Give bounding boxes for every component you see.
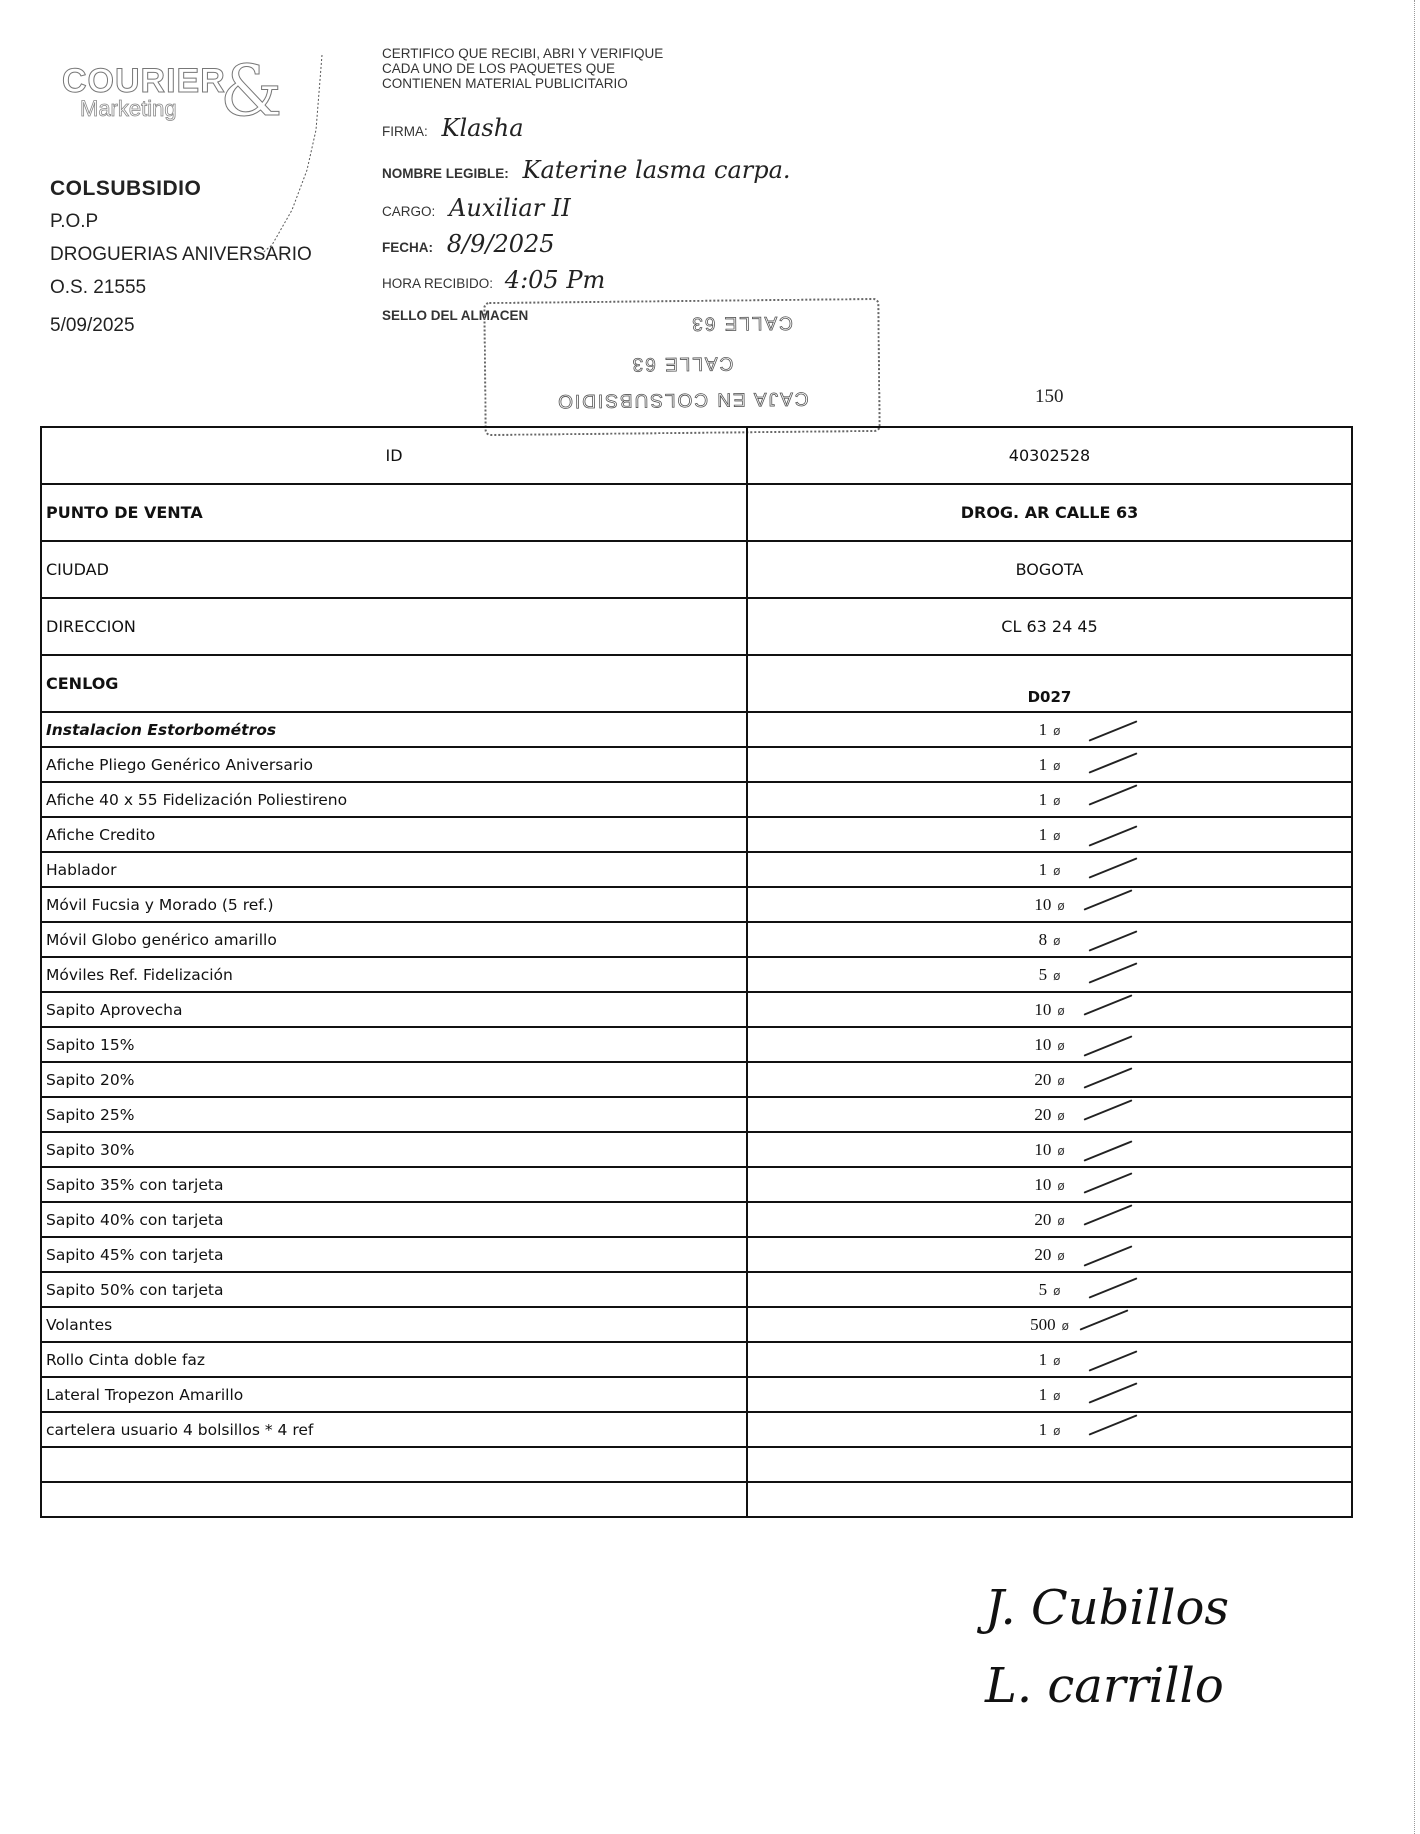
blank-cell (41, 1482, 747, 1517)
logo-courier-text: COURIER (62, 62, 226, 100)
item-quantity-cell (747, 922, 1352, 957)
item-quantity: 1 (1038, 1419, 1048, 1439)
hora-value: 4:05 Pm (504, 266, 606, 294)
check-stroke-icon (1088, 930, 1137, 951)
quantity-group (1039, 825, 1061, 845)
handwritten-mark-icon: ø (1053, 863, 1061, 878)
table-row (41, 1097, 1352, 1132)
item-quantity: 1 (1038, 719, 1048, 739)
table-row (41, 1237, 1352, 1272)
quantity-group (1034, 895, 1064, 915)
blank-row (41, 1447, 1352, 1482)
header-label: DIRECCION (41, 598, 747, 655)
client-info (50, 172, 312, 342)
quantity-group (1039, 860, 1061, 880)
item-quantity-cell (747, 887, 1352, 922)
check-stroke-icon (1084, 1035, 1133, 1056)
item-quantity: 5 (1038, 964, 1048, 984)
item-name: Instalacion Estorbométros (41, 712, 747, 747)
item-quantity-cell (747, 1272, 1352, 1307)
header-label: PUNTO DE VENTA (41, 484, 747, 541)
check-stroke-icon (1084, 1245, 1133, 1266)
table-row (41, 1272, 1352, 1307)
logo-marketing-text: Marketing (80, 96, 177, 121)
scan-edge-artifact (1414, 0, 1416, 1834)
fecha-label: FECHA: (382, 240, 433, 255)
handwritten-mark-icon: ø (1057, 1073, 1065, 1088)
table-row (41, 782, 1352, 817)
table-row (41, 922, 1352, 957)
table-row (41, 957, 1352, 992)
quantity-group (1034, 1070, 1064, 1090)
table-row (41, 887, 1352, 922)
stamp-line-middle: CALLE 63 (630, 352, 734, 375)
check-stroke-icon (1088, 752, 1137, 773)
certification-statement (382, 46, 663, 91)
header-value: 40302528 (747, 427, 1352, 484)
quantity-group (1039, 930, 1061, 950)
stamp-line-bottom: CALLE 63 (690, 311, 793, 334)
firma-field (382, 114, 524, 142)
quantity-group (1034, 1035, 1064, 1055)
handwritten-mark-icon: ø (1053, 1423, 1061, 1438)
item-quantity-cell (747, 992, 1352, 1027)
handwritten-mark-icon: ø (1053, 968, 1061, 983)
check-stroke-icon (1084, 1099, 1133, 1120)
handwritten-mark-icon: ø (1057, 1003, 1065, 1018)
table-row (41, 747, 1352, 782)
delivery-table (40, 426, 1353, 1518)
table-row (41, 1132, 1352, 1167)
item-quantity-cell (747, 1167, 1352, 1202)
check-stroke-icon (1088, 1382, 1137, 1403)
item-name: Hablador (41, 852, 747, 887)
check-stroke-icon (1084, 1140, 1133, 1161)
table-row (41, 1027, 1352, 1062)
signature-2: L. carrillo (985, 1658, 1224, 1714)
item-name: Móvil Fucsia y Morado (5 ref.) (41, 887, 747, 922)
header-row (41, 427, 1352, 484)
item-name: Rollo Cinta doble faz (41, 1342, 747, 1377)
item-quantity: 10 (1034, 1174, 1052, 1194)
check-stroke-icon (1084, 1067, 1133, 1088)
item-name: Sapito 40% con tarjeta (41, 1202, 747, 1237)
item-quantity-cell (747, 1027, 1352, 1062)
signature-1: J. Cubillos (985, 1580, 1229, 1636)
sheet-number: 150 (1035, 386, 1064, 407)
item-name: Sapito 15% (41, 1027, 747, 1062)
item-quantity: 10 (1034, 894, 1052, 914)
item-quantity-cell (747, 1237, 1352, 1272)
item-quantity-cell (747, 747, 1352, 782)
item-quantity-cell (747, 1097, 1352, 1132)
cenlog-value: D027 (1027, 687, 1072, 706)
item-name: Lateral Tropezon Amarillo (41, 1377, 747, 1412)
item-quantity-cell (747, 782, 1352, 817)
item-name: Móviles Ref. Fidelización (41, 957, 747, 992)
blank-cell (747, 1447, 1352, 1482)
cert-line: CERTIFICO QUE RECIBI, ABRI Y VERIFIQUE (382, 46, 664, 61)
item-name: Sapito 35% con tarjeta (41, 1167, 747, 1202)
item-quantity-cell (747, 957, 1352, 992)
item-name: Afiche Pliego Genérico Aniversario (41, 747, 747, 782)
handwritten-mark-icon: ø (1053, 1353, 1061, 1368)
table-row (41, 852, 1352, 887)
handwritten-mark-icon: ø (1053, 758, 1061, 773)
quantity-group (1034, 1105, 1064, 1125)
item-quantity: 10 (1034, 1034, 1052, 1054)
item-name: Afiche Credito (41, 817, 747, 852)
quantity-group (1034, 1140, 1064, 1160)
item-quantity: 1 (1038, 789, 1048, 809)
item-name: Sapito 50% con tarjeta (41, 1272, 747, 1307)
cert-line: CONTIENEN MATERIAL PUBLICITARIO (382, 76, 628, 91)
item-quantity-cell (747, 1307, 1352, 1342)
check-stroke-icon (1088, 857, 1137, 878)
item-quantity-cell (747, 817, 1352, 852)
handwritten-mark-icon: ø (1057, 1108, 1065, 1123)
table-row (41, 1307, 1352, 1342)
item-quantity: 1 (1038, 754, 1048, 774)
handwritten-mark-icon: ø (1053, 828, 1061, 843)
handwritten-mark-icon: ø (1057, 1143, 1065, 1158)
header-row (41, 655, 1352, 712)
header-label: ID (41, 427, 747, 484)
handwritten-mark-icon: ø (1053, 723, 1061, 738)
item-quantity: 1 (1038, 859, 1048, 879)
handwritten-mark-icon: ø (1053, 1283, 1061, 1298)
quantity-group (1039, 965, 1061, 985)
item-quantity: 1 (1038, 824, 1048, 844)
item-quantity-cell (747, 1412, 1352, 1447)
item-name: Sapito 30% (41, 1132, 747, 1167)
handwritten-mark-icon: ø (1053, 793, 1061, 808)
item-quantity: 20 (1034, 1209, 1052, 1229)
warehouse-stamp (483, 298, 880, 436)
nombre-value: Katerine lasma carpa. (522, 156, 791, 184)
nombre-label: NOMBRE LEGIBLE: (382, 166, 509, 181)
order-number: O.S. 21555 (50, 277, 147, 298)
table-row (41, 1062, 1352, 1097)
item-quantity: 10 (1034, 999, 1052, 1019)
item-quantity: 20 (1034, 1069, 1052, 1089)
hora-field (382, 266, 605, 294)
item-quantity-cell (747, 1132, 1352, 1167)
blank-cell (41, 1447, 747, 1482)
quantity-group (1039, 720, 1061, 740)
table-row (41, 817, 1352, 852)
blank-cell (747, 1482, 1352, 1517)
check-stroke-icon (1088, 784, 1137, 805)
check-stroke-icon (1080, 1309, 1129, 1330)
blank-row (41, 1482, 1352, 1517)
client-type: P.O.P (50, 211, 99, 232)
check-stroke-icon (1084, 1204, 1133, 1225)
handwritten-mark-icon: ø (1057, 898, 1065, 913)
item-name: Volantes (41, 1307, 747, 1342)
header-value: CL 63 24 45 (747, 598, 1352, 655)
check-stroke-icon (1084, 994, 1133, 1015)
client-name: COLSUBSIDIO (50, 177, 202, 200)
quantity-group (1034, 1210, 1064, 1230)
stamp-line-top: CAJA EN COLSUBSIDIO (556, 387, 809, 412)
item-quantity: 20 (1034, 1244, 1052, 1264)
quantity-group (1039, 790, 1061, 810)
item-quantity: 10 (1034, 1139, 1052, 1159)
handwritten-mark-icon: ø (1053, 933, 1061, 948)
header-row (41, 541, 1352, 598)
quantity-group (1039, 1385, 1061, 1405)
item-quantity: 1 (1038, 1384, 1048, 1404)
handwritten-mark-icon: ø (1057, 1248, 1065, 1263)
quantity-group (1034, 1245, 1064, 1265)
logo-ampersand-icon: & (220, 50, 283, 132)
quantity-group (1030, 1315, 1069, 1335)
header-row (41, 598, 1352, 655)
quantity-group (1039, 1420, 1061, 1440)
table-row (41, 1377, 1352, 1412)
cert-line: CADA UNO DE LOS PAQUETES QUE (382, 61, 616, 76)
quantity-group (1034, 1000, 1064, 1020)
item-quantity: 500 (1030, 1314, 1056, 1334)
header-value (747, 655, 1352, 712)
quantity-group (1034, 1175, 1064, 1195)
item-name: Móvil Globo genérico amarillo (41, 922, 747, 957)
handwritten-mark-icon: ø (1057, 1213, 1065, 1228)
check-stroke-icon (1088, 962, 1137, 983)
header-label: CENLOG (41, 655, 747, 712)
item-quantity: 5 (1038, 1279, 1048, 1299)
header-value: BOGOTA (747, 541, 1352, 598)
header-value: DROG. AR CALLE 63 (747, 484, 1352, 541)
quantity-group (1039, 1350, 1061, 1370)
check-stroke-icon (1088, 1277, 1137, 1298)
quantity-group (1039, 1280, 1061, 1300)
item-quantity: 20 (1034, 1104, 1052, 1124)
fecha-field (382, 230, 555, 258)
item-name: cartelera usuario 4 bolsillos * 4 ref (41, 1412, 747, 1447)
handwritten-mark-icon: ø (1061, 1318, 1069, 1333)
handwritten-mark-icon: ø (1057, 1178, 1065, 1193)
firma-signature: Klasha (441, 114, 524, 142)
handwritten-mark-icon: ø (1053, 1388, 1061, 1403)
item-quantity-cell (747, 712, 1352, 747)
check-stroke-icon (1088, 1414, 1137, 1435)
handwritten-mark-icon: ø (1057, 1038, 1065, 1053)
table-row (41, 712, 1352, 747)
check-stroke-icon (1088, 825, 1137, 846)
item-quantity-cell (747, 1202, 1352, 1237)
courier-marketing-logo (62, 50, 282, 150)
item-name: Afiche 40 x 55 Fidelización Poliestireno (41, 782, 747, 817)
table-row (41, 1202, 1352, 1237)
firma-label: FIRMA: (382, 124, 428, 139)
item-quantity-cell (747, 1062, 1352, 1097)
item-name: Sapito Aprovecha (41, 992, 747, 1027)
check-stroke-icon (1088, 1350, 1137, 1371)
table-row (41, 992, 1352, 1027)
document-date: 5/09/2025 (50, 315, 135, 336)
sello-label: SELLO DEL ALMACEN (382, 308, 529, 323)
cargo-field (382, 194, 571, 222)
check-stroke-icon (1084, 1172, 1133, 1193)
item-name: Sapito 20% (41, 1062, 747, 1097)
hora-label: HORA RECIBIDO: (382, 276, 494, 291)
table-row (41, 1412, 1352, 1447)
campaign-name: DROGUERIAS ANIVERSARIO (50, 244, 312, 265)
fecha-value: 8/9/2025 (446, 230, 555, 258)
header-label: CIUDAD (41, 541, 747, 598)
check-stroke-icon (1084, 889, 1133, 910)
quantity-group (1039, 755, 1061, 775)
item-quantity: 1 (1038, 1349, 1048, 1369)
item-name: Sapito 25% (41, 1097, 747, 1132)
nombre-field (382, 156, 791, 184)
header-row (41, 484, 1352, 541)
item-quantity-cell (747, 1342, 1352, 1377)
table-row (41, 1342, 1352, 1377)
cargo-label: CARGO: (382, 204, 436, 219)
item-quantity-cell (747, 852, 1352, 887)
item-quantity-cell (747, 1377, 1352, 1412)
cargo-value: Auxiliar II (449, 194, 571, 222)
item-name: Sapito 45% con tarjeta (41, 1237, 747, 1272)
item-quantity: 8 (1038, 929, 1048, 949)
check-stroke-icon (1088, 720, 1137, 741)
table-row (41, 1167, 1352, 1202)
